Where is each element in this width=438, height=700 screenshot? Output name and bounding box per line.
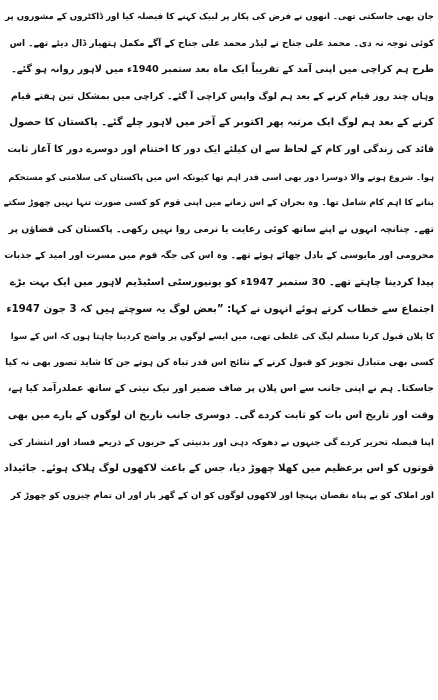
text-line: طرح ہم کراچی میں اپنی آمد کے تقریباً ایک ماہ بعد ستمبر 1940ء میں لاہور روانہ ہو گئے۔ bbox=[11, 64, 434, 76]
text-line: کا پلان قبول کرنا مسلم لیگ کی غلطی تھی، میں ایسے لوگوں پر واضح کردینا چاہتا ہوں کہ اس کے سوا bbox=[10, 331, 434, 342]
text-line: جان بھی جاسکتی تھی۔ انھوں نے فرض کی پکار پر لبیک کہنے کا فیصلہ کیا اور ڈاکٹروں کے مشوروں پر bbox=[5, 12, 434, 22]
text-line: بنانے کا اہم کام شامل تھا۔ وہ بحران کے اس زمانے میں اپنی قوم کو کسی صورت تنہا نہیں چھوڑ سکتے bbox=[4, 198, 434, 209]
text-line: وقت اور تاریخ اس بات کو ثابت کردے گی۔ دوسری جانب تاریخ ان لوگوں کے بارے میں بھی bbox=[7, 409, 434, 421]
text-line: قوتوں کو اس برعظیم میں کھلا چھوڑ دیا، جس کے باعث لاکھوں لوگ ہلاک ہوئے۔ جائیداد bbox=[4, 463, 434, 475]
text-line: کوئی توجہ نہ دی۔ محمد علی جناح نے لیڈر محمد علی جناح کے آگے مکمل ہتھیار ڈال دیئے تھے۔ اس bbox=[9, 38, 434, 49]
text-line: اپنا فیصلہ تحریر کردے گی جنہوں نے دھوکہ دہی اور بدنیتی کے حربوں کے ذریعے فساد اور انتشار کی bbox=[8, 437, 434, 448]
text-line: کسی بھی متبادل تجویز کو قبول کرنے کے نتائج اس قدر تباہ کن ہوتے جن کا شاید تصور بھی نہ کیا bbox=[5, 357, 434, 368]
text-line: ہوا۔ شروع ہونے والا دوسرا دور بھی اسی قدر اہم تھا کیونکہ اس میں پاکستان کی سلامتی کو مستحکم bbox=[8, 171, 434, 182]
text-line: تھے۔ چنانچہ انہوں نے اپنے ساتھ کوئی رعایت یا نرمی روا نہیں رکھی۔ پاکستان کی فضاؤں پر bbox=[8, 223, 434, 235]
text-line: اور املاک کو بے پناہ نقصان پہنچا اور لاکھوں لوگوں کو ان کے گھر بار اور ان تمام چیزوں کو چھوڑ کر bbox=[10, 490, 434, 501]
text-line: وہاں چند روز قیام کرنے کے بعد ہم لوگ واپس کراچی آ گئے۔ کراچی میں بمشکل تین ہفتے قیام bbox=[11, 90, 434, 102]
text-line: کرنے کے بعد ہم لوگ ایک مرتبہ پھر اکتوبر کے آخر میں لاہور چلے گئے۔ پاکستان کا حصول bbox=[9, 117, 434, 129]
text-line: جاسکتا۔ ہم نے اپنی جانب سے اس پلان پر صاف ضمیر اور نیک نیتی کے ساتھ عملدرآمد کیا ہے، bbox=[7, 383, 434, 395]
text-line: محرومی اور مایوسی کے بادل چھائے ہوئے تھے۔ وہ اس کی جگہ قوم میں مسرت اور امید کے جذبات bbox=[4, 251, 434, 262]
text-line: قائد کی زندگی اور کام کے لحاظ سے ان کیلئے ایک دور کا اختتام اور دوسرے دور کا آغاز ثابت bbox=[7, 143, 434, 155]
text-line: اجتماع سے خطاب کرتے ہوئے انہوں نے کہا: ”بعض لوگ یہ سوچتے ہیں کہ 3 جون 1947ء bbox=[6, 303, 434, 315]
text-line: پیدا کردینا چاہتے تھے۔ 30 ستمبر 1947ء کو یونیورسٹی اسٹیڈیم لاہور میں ایک بہت بڑے bbox=[9, 276, 434, 288]
